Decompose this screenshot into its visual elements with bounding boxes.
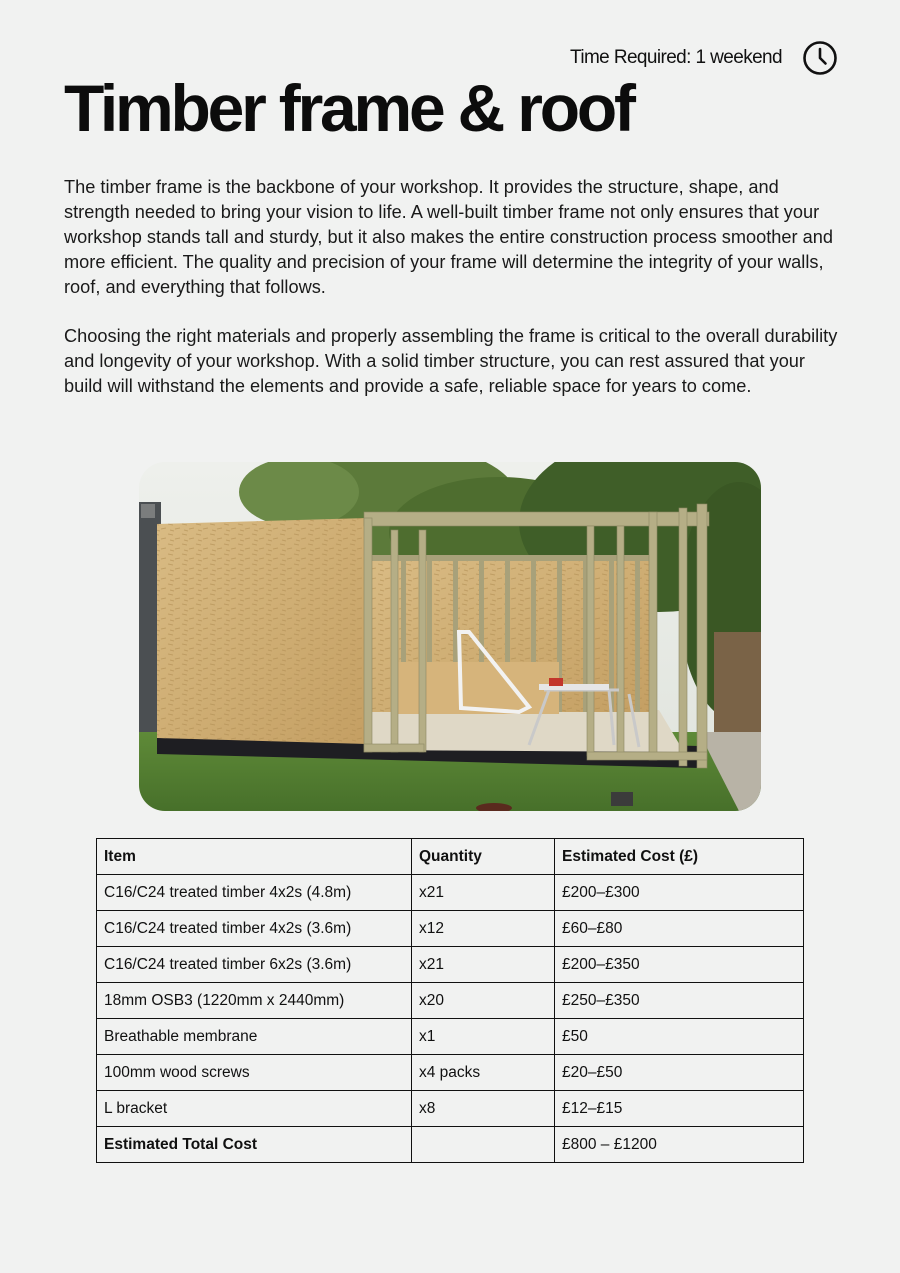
item-cell: L bracket <box>97 1091 412 1127</box>
quantity-cell: x12 <box>412 911 555 947</box>
table-row <box>97 947 804 983</box>
time-required-label: Time Required: 1 weekend <box>570 47 782 68</box>
cost-table <box>96 838 804 1163</box>
clock-icon <box>802 40 838 76</box>
column-header-cost: Estimated Cost (£) <box>555 839 804 875</box>
total-quantity-cell <box>412 1127 555 1163</box>
item-cell: C16/C24 treated timber 4x2s (4.8m) <box>97 875 412 911</box>
quantity-cell: x21 <box>412 875 555 911</box>
quantity-cell: x20 <box>412 983 555 1019</box>
table-row <box>97 983 804 1019</box>
item-cell: 18mm OSB3 (1220mm x 2440mm) <box>97 983 412 1019</box>
table-row <box>97 875 804 911</box>
table-row <box>97 911 804 947</box>
timber-frame-photo <box>139 462 761 811</box>
table-header-row <box>97 839 804 875</box>
item-cell: 100mm wood screws <box>97 1055 412 1091</box>
timber-frame-illustration <box>139 462 761 811</box>
table-row <box>97 1091 804 1127</box>
cost-cell: £12–£15 <box>555 1091 804 1127</box>
cost-cell: £20–£50 <box>555 1055 804 1091</box>
cost-cell: £200–£300 <box>555 875 804 911</box>
quantity-cell: x8 <box>412 1091 555 1127</box>
table-row <box>97 1055 804 1091</box>
cost-cell: £250–£350 <box>555 983 804 1019</box>
column-header-item: Item <box>97 839 412 875</box>
total-label: Estimated Total Cost <box>97 1127 412 1163</box>
intro-paragraph-2: Choosing the right materials and properly assembling the frame is critical to the overall durability and longevity of your workshop. With a solid timber structure, you can rest assured that your build will withstand the elements and provide a safe, reliable space for years to come. <box>64 326 838 396</box>
cost-cell: £60–£80 <box>555 911 804 947</box>
quantity-cell: x21 <box>412 947 555 983</box>
cost-cell: £50 <box>555 1019 804 1055</box>
page-title: Timber frame & roof <box>64 71 633 145</box>
total-cost: £800 – £1200 <box>555 1127 804 1163</box>
cost-cell: £200–£350 <box>555 947 804 983</box>
intro-paragraph-1: The timber frame is the backbone of your workshop. It provides the structure, shape, and strength needed to bring your vision to life. A well-built timber frame not only ensures that your workshop stands tall and sturdy, but it also makes the entire construction process smoother and more efficient. The quality and precision of your frame will determine the integrity of your walls, roof, and everything that follows. <box>64 177 833 297</box>
total-row <box>97 1127 804 1163</box>
item-cell: Breathable membrane <box>97 1019 412 1055</box>
quantity-cell: x1 <box>412 1019 555 1055</box>
quantity-cell: x4 packs <box>412 1055 555 1091</box>
column-header-quantity: Quantity <box>412 839 555 875</box>
item-cell: C16/C24 treated timber 4x2s (3.6m) <box>97 911 412 947</box>
table-row <box>97 1019 804 1055</box>
item-cell: C16/C24 treated timber 6x2s (3.6m) <box>97 947 412 983</box>
